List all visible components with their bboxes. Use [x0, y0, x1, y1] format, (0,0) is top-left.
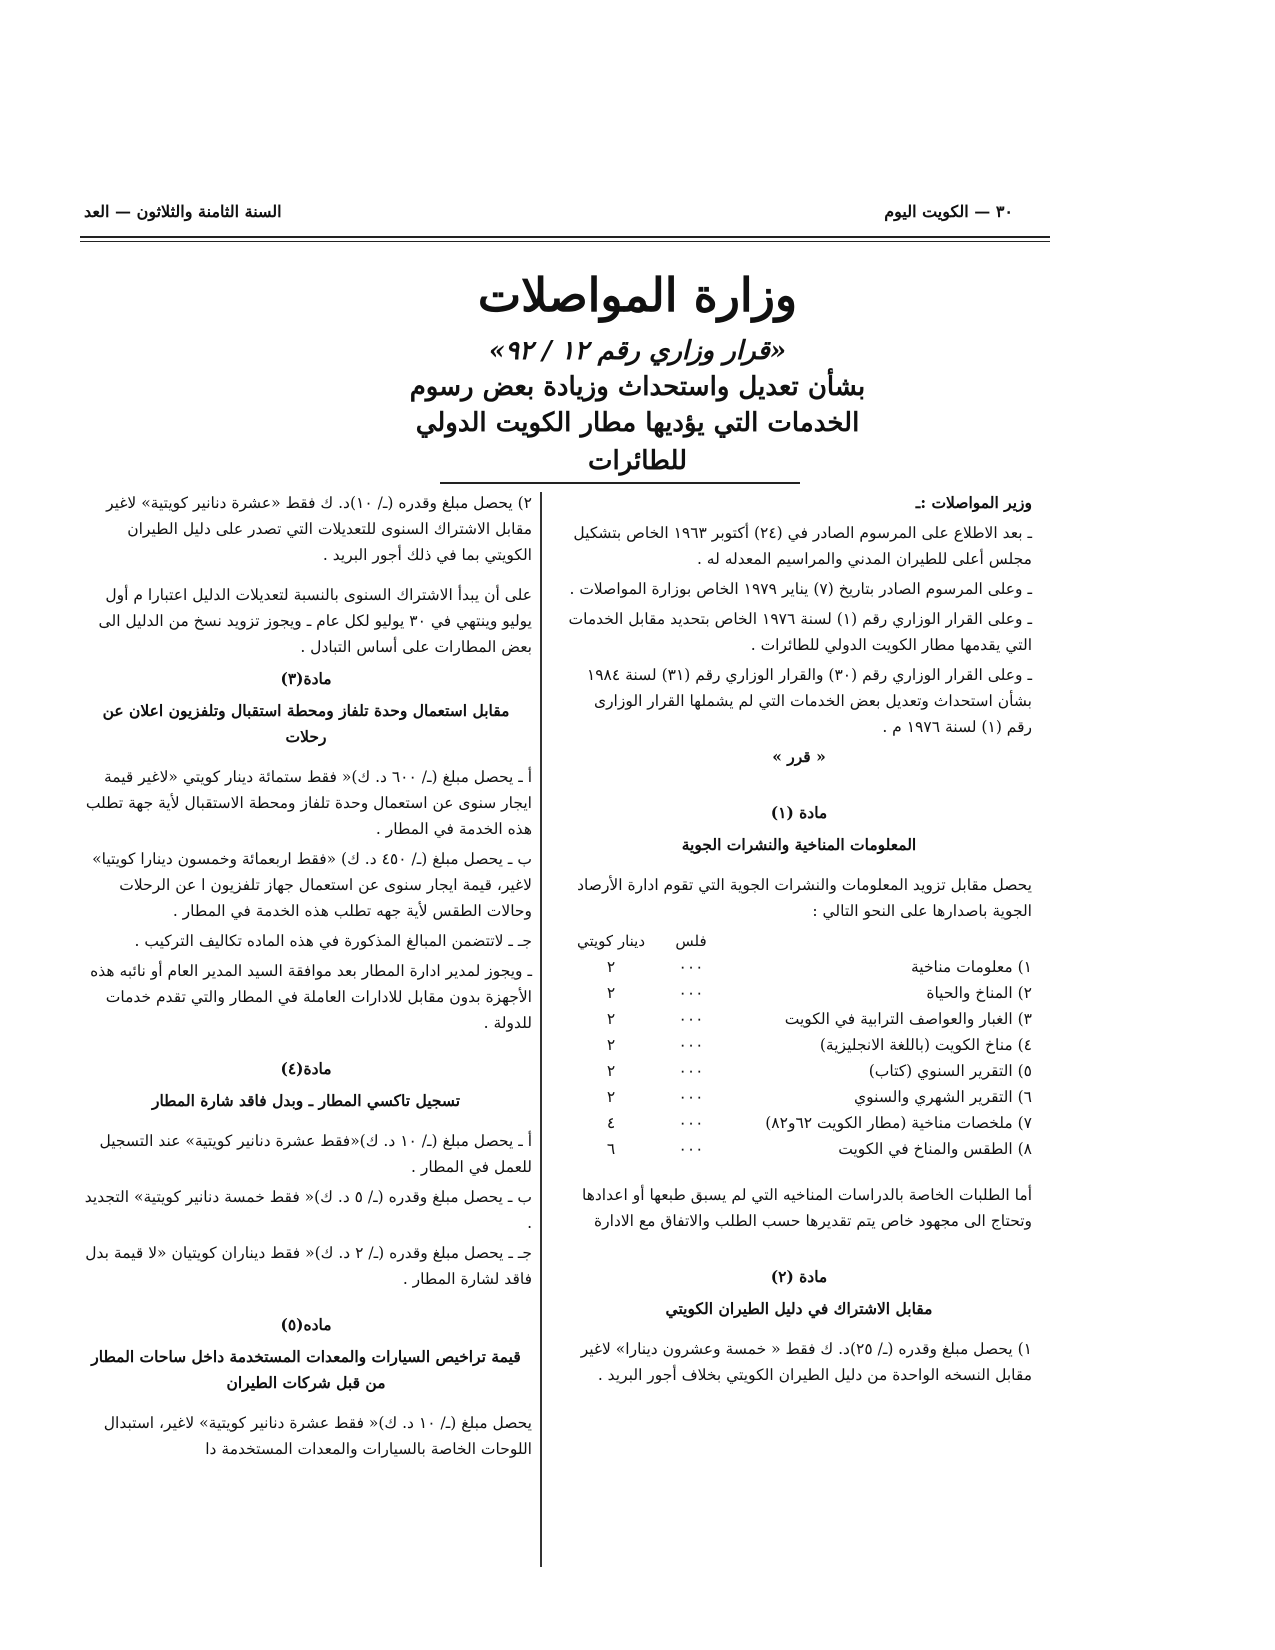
article-4-heading: مادة(٤): [280, 1059, 332, 1078]
article-1-heading: مادة (١): [770, 803, 828, 822]
table-row: [566, 980, 1032, 1006]
article-2-title: مقابل الاشتراك في دليل الطيران الكويتي: [665, 1299, 933, 1318]
ministry-title: وزارة المواصلات: [477, 268, 798, 322]
table-row: [566, 1136, 1032, 1162]
article-3-heading: مادة(٣): [280, 669, 332, 688]
table-row: [566, 1058, 1032, 1084]
item-name: ٦) التقرير الشهري والسنوي: [854, 1088, 1032, 1106]
item-dinar: ٢: [606, 1010, 616, 1028]
item-dinar: ٦: [606, 1140, 616, 1158]
fees-table-header: [566, 928, 1032, 954]
article-3-clause-c: جـ ـ لاتتضمن المبالغ المذكورة في هذه الماده تكاليف التركيب .: [134, 932, 532, 950]
article-3-title: مقابل استعمال وحدة تلفاز ومحطة استقبال وتلفزيون اعلان عن رحلات: [102, 701, 510, 746]
left-column: [80, 490, 532, 1466]
item-fils: ٠٠٠: [678, 1036, 704, 1054]
item-name: ٤) مناخ الكويت (باللغة الانجليزية): [819, 1036, 1032, 1054]
recital: ـ بعد الاطلاع على المرسوم الصادر في (٢٤) أكتوبر ١٩٦٣ الخاص بتشكيل مجلس أعلى للطيران المدني والمراسيم المعدله له .: [573, 524, 1032, 568]
article-4-title: تسجيل تاكسي المطار ـ وبدل فاقد شارة المطار: [151, 1091, 461, 1110]
article-1-title: المعلومات المناخية والنشرات الجوية: [681, 835, 917, 854]
minister-line: وزير المواصلات :ـ: [915, 493, 1032, 512]
article-4-clause-c: جـ ـ يحصل مبلغ وقدره (ـ/ ٢ د. ك)« فقط ديناران كويتيان «لا قيمة بدل فاقد لشارة المطار .: [85, 1244, 532, 1288]
article-3-clause-d: ـ ويجوز لمدير ادارة المطار بعد موافقة السيد المدير العام أو نائبه هذه الأجهزة بدون مقابل للادارات العاملة في المطار والتي تقدم خدمات للدولة .: [90, 962, 532, 1032]
decision-subject-line-3: للطائرات: [587, 446, 688, 476]
col-dinar: دينار كويتي: [576, 932, 646, 950]
item-name: ٢) المناخ والحياة: [926, 984, 1032, 1002]
article-2-note: على أن يبدأ الاشتراك السنوى بالنسبة لتعديلات الدليل اعتبارا م أول يوليو وينتهي في ٣٠ يوليو لكل عام ـ ويجوز تزويد نسخ من الدليل الى بعض المطارات على أساس التبادل .: [98, 586, 532, 656]
title-underline: [440, 482, 800, 484]
article-3-clause-b: ب ـ يحصل مبلغ (ـ/ ٤٥٠ د. ك) «فقط اربعمائة وخمسون دينارا كويتيا» لاغير، قيمة ايجار سنوى عن استعمال جهاز تلفزيون ا عن الرحلات وحالات الطقس لأية جهه تطلب هذه الخدمة في المطار .: [92, 850, 532, 920]
item-dinar: ٢: [606, 1088, 616, 1106]
article-5-text: يحصل مبلغ (ـ/ ١٠ د. ك)« فقط عشرة دنانير كويتية» لاغير، استبدال اللوحات الخاصة بالسيارات والمعدات المستخدمة دا: [103, 1414, 532, 1458]
table-row: [566, 1032, 1032, 1058]
table-row: [566, 1110, 1032, 1136]
item-dinar: ٢: [606, 1036, 616, 1054]
article-4-clause-a: أ ـ يحصل مبلغ (ـ/ ١٠ د. ك)«فقط عشرة دنانير كويتية» عند التسجيل للعمل في المطار .: [99, 1132, 532, 1176]
recital: ـ وعلى المرسوم الصادر بتاريخ (٧) يناير ١٩٧٩ الخاص بوزارة المواصلات .: [569, 580, 1032, 598]
decision-number: «قرار وزاري رقم ١٢ / ٩٢»: [488, 336, 787, 366]
item-dinar: ٢: [606, 958, 616, 976]
decides-heading: « قرر »: [772, 747, 826, 766]
item-fils: ٠٠٠: [678, 1010, 704, 1028]
item-name: ٧) ملخصات مناخية (مطار الكويت ٦٢و٨٢): [765, 1114, 1032, 1132]
decision-subject-line-1: بشأن تعديل واستحداث وزيادة بعض رسوم: [409, 372, 866, 402]
page-header-right: ٣٠ — الكويت اليوم: [884, 202, 1013, 221]
article-1-intro: يحصل مقابل تزويد المعلومات والنشرات الجوية التي تقوم ادارة الأرصاد الجوية باصدارها على النحو التالي :: [577, 876, 1032, 920]
article-2-heading: مادة (٢): [770, 1267, 828, 1286]
table-row: [566, 1084, 1032, 1110]
item-fils: ٠٠٠: [678, 984, 704, 1002]
fees-table: [566, 928, 1032, 1162]
article-4-clause-b: ب ـ يحصل مبلغ وقدره (ـ/ ٥ د. ك)« فقط خمسة دنانير كويتية» التجديد .: [84, 1188, 532, 1232]
article-2-item-1: ١) يحصل مبلغ وقدره (ـ/ ٢٥)د. ك فقط « خمسة وعشرون دينارا» لاغير مقابل النسخه الواحدة من دليل الطيران الكويتي بخلاف أجور البريد .: [580, 1340, 1032, 1384]
table-row: [566, 1006, 1032, 1032]
item-dinar: ٢: [606, 984, 616, 1002]
item-name: ٥) التقرير السنوي (كتاب): [868, 1062, 1032, 1080]
item-name: ١) معلومات مناخية: [910, 958, 1032, 976]
item-dinar: ٢: [606, 1062, 616, 1080]
item-fils: ٠٠٠: [678, 1062, 704, 1080]
col-fils: فلس: [675, 932, 707, 950]
header-rule-top: [80, 236, 1050, 238]
page-header-left: السنة الثامنة والثلاثون — العد: [84, 202, 282, 221]
article-5-heading: ماده(٥): [280, 1315, 332, 1334]
item-name: ٨) الطقس والمناخ في الكويت: [838, 1140, 1032, 1158]
item-fils: ٠٠٠: [678, 1088, 704, 1106]
recital: ـ وعلى القرار الوزاري رقم (١) لسنة ١٩٧٦ الخاص بتحديد مقابل الخدمات التي يقدمها مطار الكويت الدولي للطائرات .: [568, 610, 1032, 654]
article-1-note: أما الطلبات الخاصة بالدراسات المناخيه التي لم يسبق طبعها أو اعدادها وتحتاج الى مجهود خاص يتم تقديرها حسب الطلب والاتفاق مع الادارة: [582, 1186, 1032, 1230]
decision-subject-line-2: الخدمات التي يؤديها مطار الكويت الدولي: [415, 408, 860, 438]
item-fils: ٠٠٠: [678, 1114, 704, 1132]
article-3-clause-a: أ ـ يحصل مبلغ (ـ/ ٦٠٠ د. ك)« فقط ستمائة دينار كويتي «لاغير قيمة ايجار سنوى عن استعمال وحدة تلفاز ومحطة الاستقبال لأية جهة تطلب هذه الخدمة في المطار .: [85, 768, 532, 838]
item-fils: ٠٠٠: [678, 1140, 704, 1158]
table-row: [566, 954, 1032, 980]
right-column: [566, 490, 1032, 1392]
article-2-item-2: ٢) يحصل مبلغ وقدره (ـ/ ١٠)د. ك فقط «عشرة دنانير كويتية» لاغير مقابل الاشتراك السنوى للتعديلات التي تصدر على دليل الطيران الكويتي بما في ذلك أجور البريد .: [106, 494, 532, 564]
item-dinar: ٤: [606, 1114, 616, 1132]
article-5-title: قيمة تراخيص السيارات والمعدات المستخدمة داخل ساحات المطار من قبل شركات الطيران: [91, 1347, 521, 1392]
recital: ـ وعلى القرار الوزاري رقم (٣٠) والقرار الوزاري رقم (٣١) لسنة ١٩٨٤ بشأن استحداث وتعديل بعض الخدمات التي لم يشملها القرار الوزارى رقم (١) لسنة ١٩٧٦ م .: [586, 666, 1032, 736]
item-fils: ٠٠٠: [678, 958, 704, 976]
item-name: ٣) الغبار والعواصف الترابية في الكويت: [784, 1010, 1032, 1028]
column-divider: [540, 492, 542, 1567]
header-rule-bottom: [80, 241, 1050, 242]
